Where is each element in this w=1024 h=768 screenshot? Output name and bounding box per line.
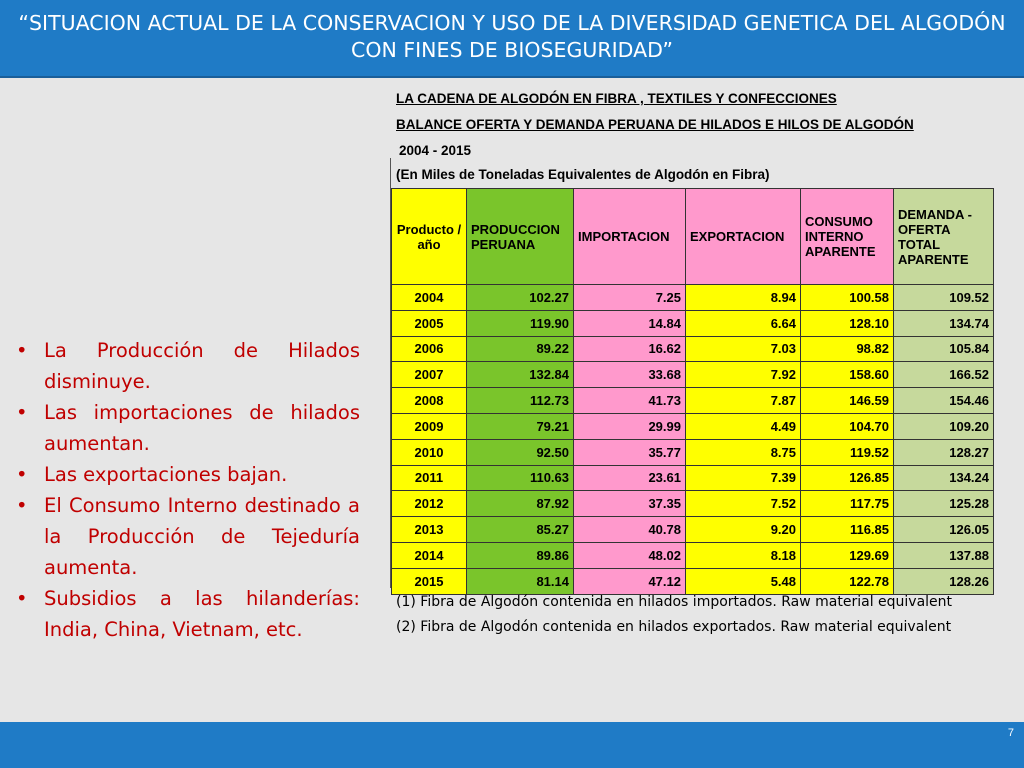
cell-demanda: 126.05	[894, 517, 994, 543]
table-units: (En Miles de Toneladas Equivalentes de Algodón en Fibra)	[396, 167, 770, 182]
cell-year: 2004	[392, 285, 467, 311]
cell-demanda: 128.27	[894, 439, 994, 465]
bullet-text: Las importaciones de hilados aumentan.	[44, 401, 360, 455]
table-row	[392, 413, 994, 439]
bullet-text: El Consumo Interno destinado a la Producción de Tejeduría aumenta.	[44, 494, 360, 579]
cell-exportacion: 7.92	[686, 362, 801, 388]
header-produccion: PRODUCCION PERUANA	[467, 189, 574, 285]
cell-importacion: 48.02	[574, 542, 686, 568]
cell-exportacion: 7.87	[686, 388, 801, 414]
cell-year: 2011	[392, 465, 467, 491]
cell-consumo: 117.75	[801, 491, 894, 517]
cell-consumo: 104.70	[801, 413, 894, 439]
cell-produccion: 110.63	[467, 465, 574, 491]
cell-year: 2009	[392, 413, 467, 439]
cell-importacion: 41.73	[574, 388, 686, 414]
bullet-item	[16, 335, 360, 397]
cell-year: 2006	[392, 336, 467, 362]
footer-bar	[0, 722, 1024, 768]
header-producto: Producto / año	[392, 189, 467, 285]
cell-produccion: 89.22	[467, 336, 574, 362]
cell-consumo: 158.60	[801, 362, 894, 388]
cell-demanda: 105.84	[894, 336, 994, 362]
cell-produccion: 119.90	[467, 310, 574, 336]
cell-demanda: 166.52	[894, 362, 994, 388]
bullet-icon: •	[16, 401, 28, 424]
cell-importacion: 37.35	[574, 491, 686, 517]
cell-importacion: 14.84	[574, 310, 686, 336]
cell-exportacion: 6.64	[686, 310, 801, 336]
cell-produccion: 79.21	[467, 413, 574, 439]
bullet-text: La Producción de Hilados disminuye.	[44, 339, 360, 393]
cell-consumo: 128.10	[801, 310, 894, 336]
bullet-icon: •	[16, 463, 28, 486]
bullet-item	[16, 459, 360, 490]
cell-demanda: 134.74	[894, 310, 994, 336]
cell-consumo: 146.59	[801, 388, 894, 414]
cell-exportacion: 7.39	[686, 465, 801, 491]
cell-exportacion: 7.03	[686, 336, 801, 362]
cell-consumo: 126.85	[801, 465, 894, 491]
table-period: 2004 - 2015	[399, 143, 472, 158]
cell-demanda: 125.28	[894, 491, 994, 517]
cell-demanda: 154.46	[894, 388, 994, 414]
bullet-icon: •	[16, 494, 28, 517]
cell-year: 2010	[392, 439, 467, 465]
cell-importacion: 7.25	[574, 285, 686, 311]
bullet-list	[16, 335, 360, 645]
table-row	[392, 362, 994, 388]
cell-produccion: 92.50	[467, 439, 574, 465]
cell-exportacion: 5.48	[686, 568, 801, 594]
bullet-text: Subsidios a las hilanderías: India, China, Vietnam, etc.	[44, 587, 360, 641]
cell-importacion: 23.61	[574, 465, 686, 491]
bullet-item	[16, 490, 360, 583]
cell-year: 2013	[392, 517, 467, 543]
cell-year: 2015	[392, 568, 467, 594]
table-header-row	[392, 189, 994, 285]
balance-table	[391, 188, 994, 595]
cell-exportacion: 8.94	[686, 285, 801, 311]
header-consumo: CONSUMO INTERNO APARENTE	[801, 189, 894, 285]
cell-year: 2007	[392, 362, 467, 388]
cell-produccion: 85.27	[467, 517, 574, 543]
cell-year: 2014	[392, 542, 467, 568]
cell-consumo: 129.69	[801, 542, 894, 568]
table-row	[392, 517, 994, 543]
table-row	[392, 310, 994, 336]
table-row	[392, 336, 994, 362]
cell-importacion: 35.77	[574, 439, 686, 465]
footnote-2: (2) Fibra de Algodón contenida en hilados exportados. Raw material equivalent	[396, 619, 952, 635]
cell-exportacion: 9.20	[686, 517, 801, 543]
table-heading-balance: BALANCE OFERTA Y DEMANDA PERUANA DE HILADOS E HILOS DE ALGODÓN	[396, 117, 914, 132]
cell-demanda: 128.26	[894, 568, 994, 594]
table-row	[392, 285, 994, 311]
cell-importacion: 29.99	[574, 413, 686, 439]
table-row	[392, 491, 994, 517]
cell-demanda: 134.24	[894, 465, 994, 491]
cell-consumo: 100.58	[801, 285, 894, 311]
table-row	[392, 439, 994, 465]
cell-importacion: 16.62	[574, 336, 686, 362]
slide-title: “SITUACION ACTUAL DE LA CONSERVACION Y USO DE LA DIVERSIDAD GENETICA DEL ALGODÓN CON FINES DE BIOSEGURIDAD”	[18, 11, 1006, 62]
cell-consumo: 116.85	[801, 517, 894, 543]
cell-exportacion: 7.52	[686, 491, 801, 517]
cell-importacion: 40.78	[574, 517, 686, 543]
cell-demanda: 137.88	[894, 542, 994, 568]
cell-exportacion: 4.49	[686, 413, 801, 439]
cell-consumo: 119.52	[801, 439, 894, 465]
title-bar	[0, 0, 1024, 78]
cell-year: 2008	[392, 388, 467, 414]
bullet-icon: •	[16, 587, 28, 610]
header-exportacion: EXPORTACION	[686, 189, 801, 285]
cell-importacion: 33.68	[574, 362, 686, 388]
footnote-1: (1) Fibra de Algodón contenida en hilados importados. Raw material equivalent	[396, 594, 953, 610]
cell-produccion: 87.92	[467, 491, 574, 517]
cell-consumo: 122.78	[801, 568, 894, 594]
table-heading-chain: LA CADENA DE ALGODÓN EN FIBRA , TEXTILES Y CONFECCIONES	[396, 91, 837, 106]
bullet-icon: •	[16, 339, 28, 362]
cell-exportacion: 8.18	[686, 542, 801, 568]
cell-produccion: 81.14	[467, 568, 574, 594]
cell-produccion: 132.84	[467, 362, 574, 388]
header-demanda: DEMANDA - OFERTA TOTAL APARENTE	[894, 189, 994, 285]
cell-importacion: 47.12	[574, 568, 686, 594]
cell-produccion: 112.73	[467, 388, 574, 414]
table-row	[392, 465, 994, 491]
cell-year: 2012	[392, 491, 467, 517]
cell-year: 2005	[392, 310, 467, 336]
table-row	[392, 542, 994, 568]
cell-produccion: 102.27	[467, 285, 574, 311]
table-row	[392, 568, 994, 594]
cell-produccion: 89.86	[467, 542, 574, 568]
cell-demanda: 109.52	[894, 285, 994, 311]
cell-exportacion: 8.75	[686, 439, 801, 465]
bullet-text: Las exportaciones bajan.	[44, 463, 288, 486]
header-importacion: IMPORTACION	[574, 189, 686, 285]
page-number: 7	[1007, 727, 1014, 739]
bullet-item	[16, 583, 360, 645]
cell-consumo: 98.82	[801, 336, 894, 362]
bullet-item	[16, 397, 360, 459]
table-row	[392, 388, 994, 414]
table-body	[392, 285, 994, 595]
cell-demanda: 109.20	[894, 413, 994, 439]
